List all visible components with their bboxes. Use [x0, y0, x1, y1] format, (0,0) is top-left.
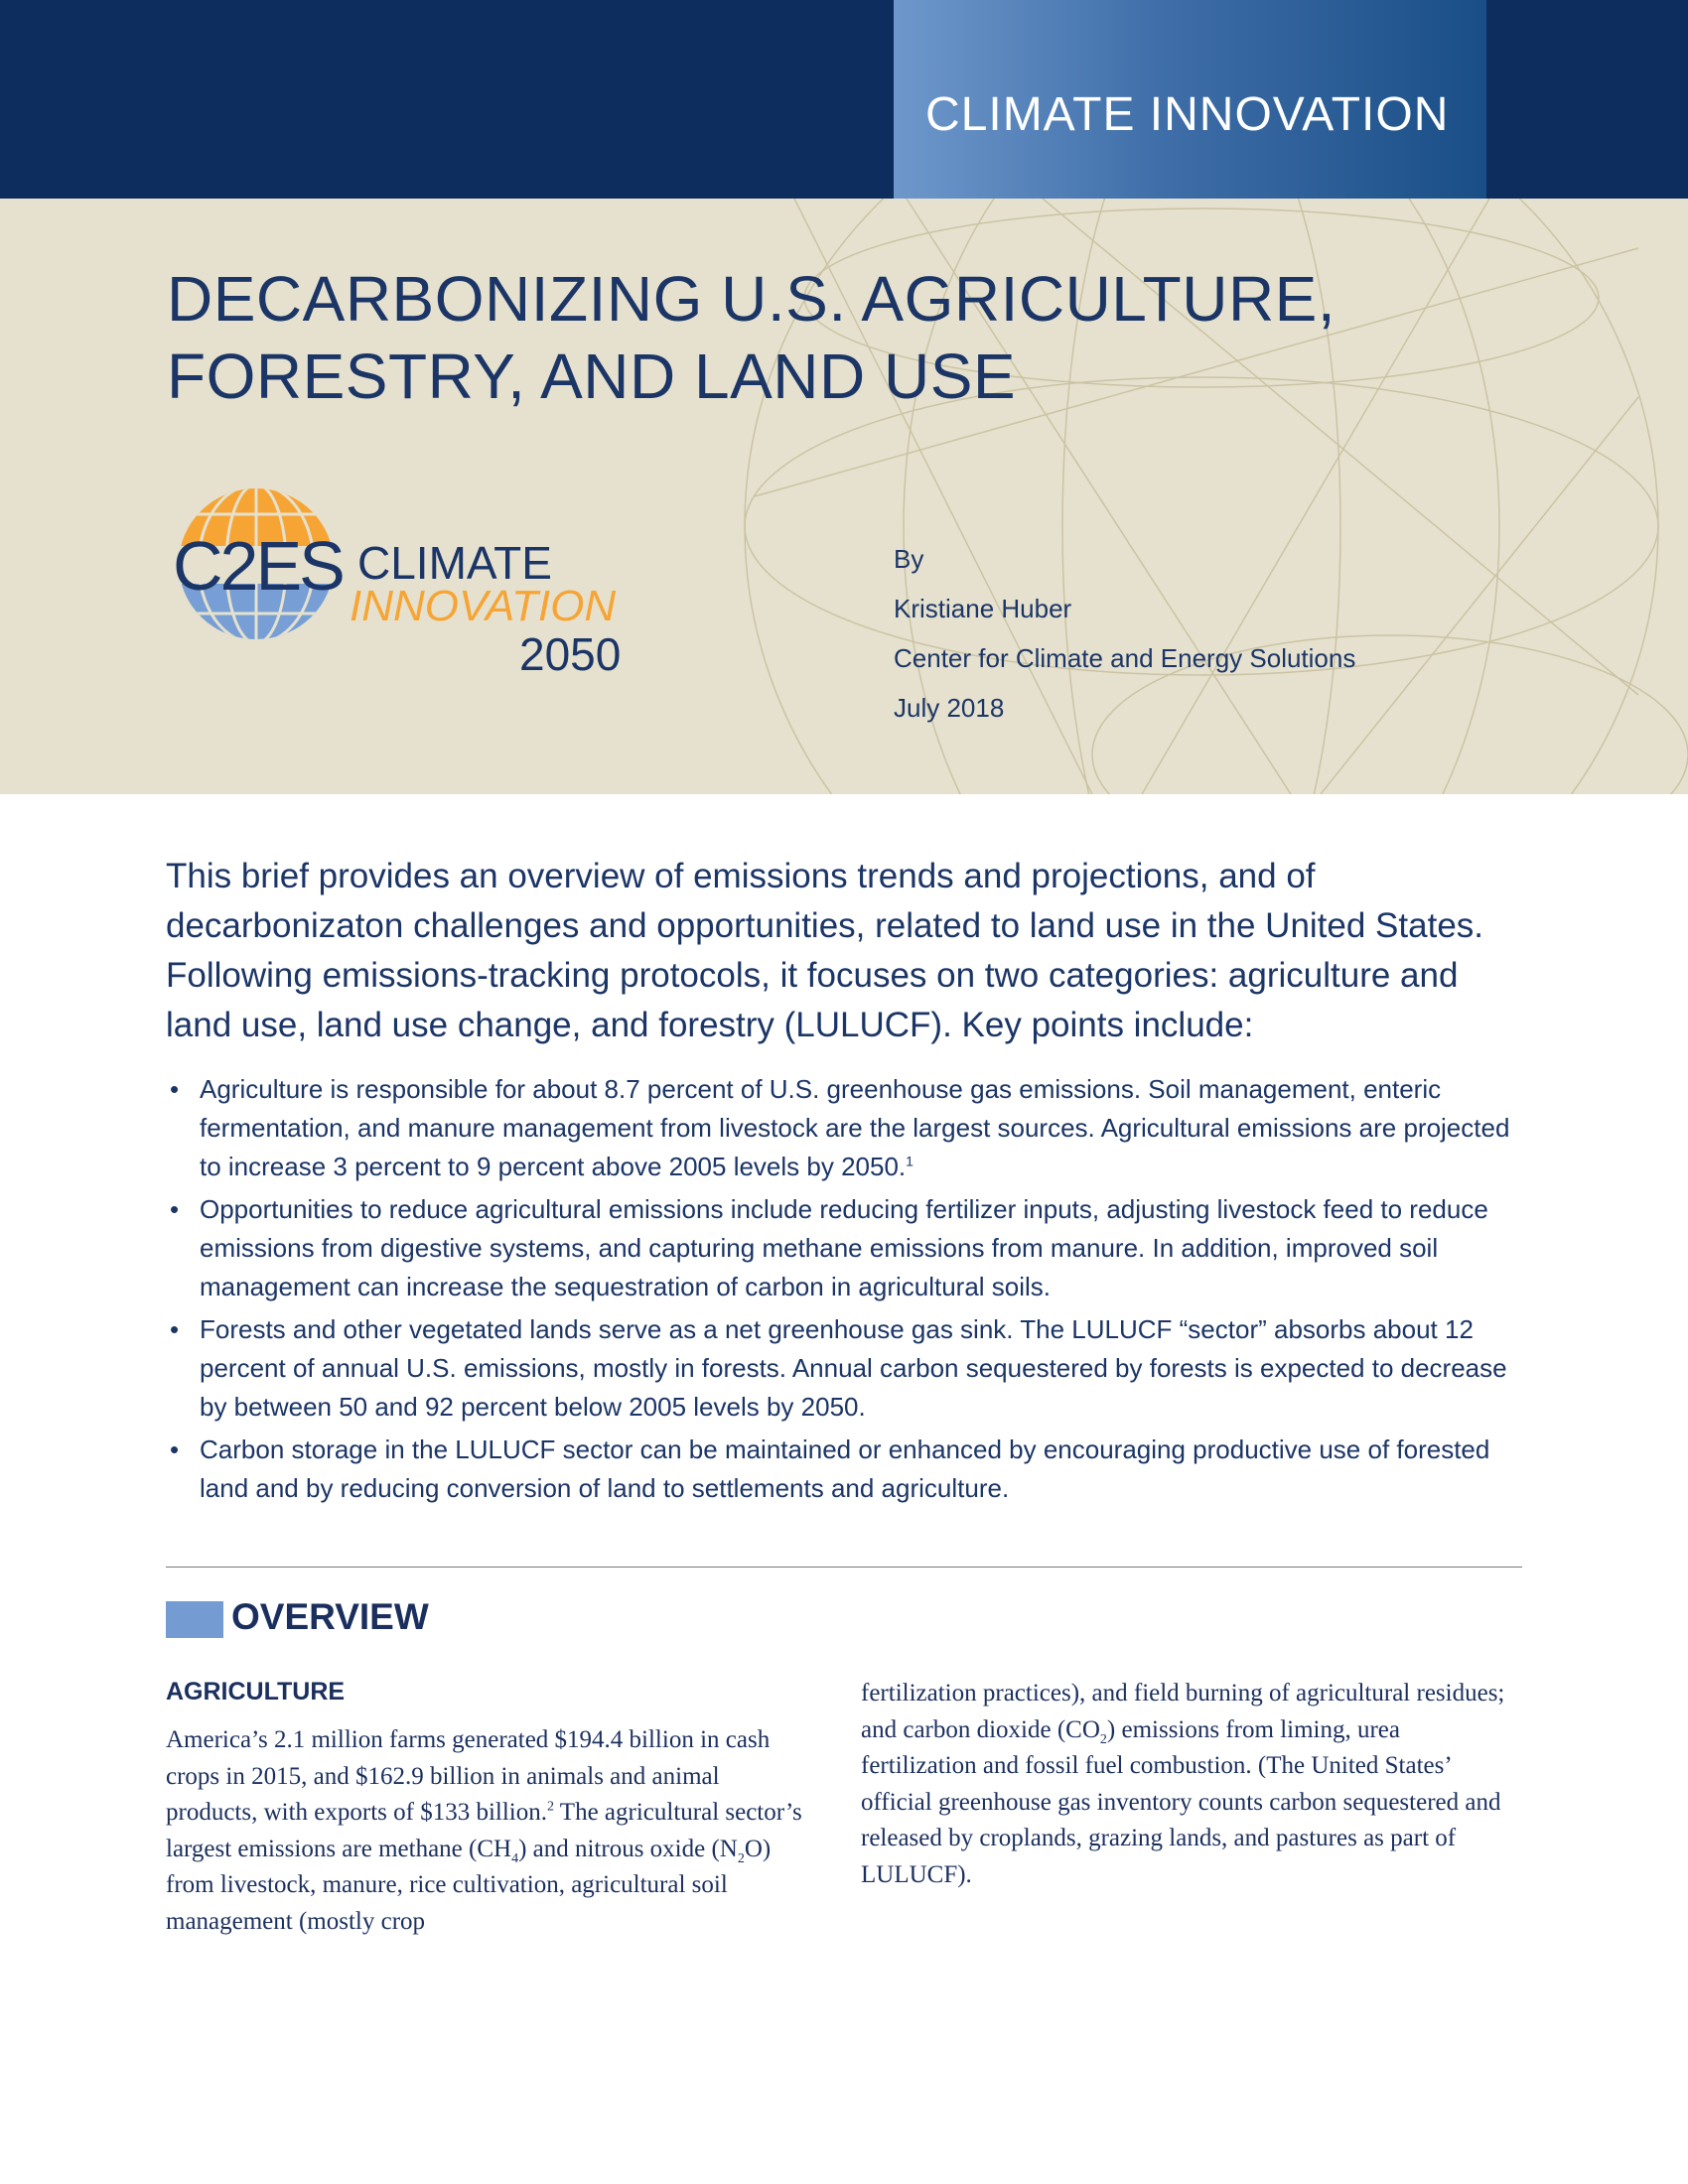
logo-word-innovation: INNOVATION	[350, 582, 617, 630]
byline-date: July 2018	[894, 693, 1005, 723]
key-points-list	[166, 1070, 1526, 1512]
logo-mark: C2ES	[173, 527, 343, 605]
footnote-ref[interactable]: 1	[906, 1153, 914, 1169]
text: The agricultural sector’s largest emissions are methane (CH	[166, 1799, 802, 1862]
section-marker	[166, 1601, 223, 1638]
body-column-left	[166, 1722, 811, 1940]
list-item: • Carbon storage in the LULUCF sector can be maintained or enhanced by encouraging productive use of forested land and by reducing conversion of land to settlements and agriculture.	[170, 1434, 1490, 1503]
subscript: 2	[737, 1850, 745, 1866]
page-title	[167, 260, 1336, 415]
text: fertilization practices), and field burning of agricultural residues; and carbon dioxide (CO	[861, 1680, 1505, 1743]
body-column-right	[861, 1676, 1516, 1893]
text: ) emissions from liming, urea fertilization and fossil fuel combustion. (The United States’ official greenhouse gas inventory counts carbon sequestered and released by croplands, grazing lands, and pastures as part of LULUCF).	[861, 1715, 1501, 1888]
byline-author: Kristiane Huber	[894, 594, 1072, 623]
bullet-text: Carbon storage in the LULUCF sector can be maintained or enhanced by encouraging productive use of forested land and by reducing conversion of land to settlements and agriculture.	[200, 1434, 1490, 1503]
subsection-heading: AGRICULTURE	[166, 1678, 346, 1706]
list-item: • Agriculture is responsible for about 8.7 percent of U.S. greenhouse gas emissions. Soil management, enteric fermentation, and manure management from livestock are the largest sources. Agricultural emissions are projected to increase 3 percent to 9 percent above 2005 levels by 2050.$^1$	[170, 1074, 1510, 1181]
title-line: FORESTRY, AND LAND USE	[167, 341, 1017, 412]
section-heading: OVERVIEW	[231, 1596, 429, 1637]
bullet-text: Agriculture is responsible for about 8.7 percent of U.S. greenhouse gas emissions. Soil management, enteric fermentation, and manure management from livestock are the largest sources. Agricultural emissions are projected to increase 3 percent to 9 percent above 2005 levels by 2050.	[200, 1074, 1510, 1181]
list-item: • Opportunities to reduce agricultural emissions include reducing fertilizer inputs, adjusting livestock feed to reduce emissions from digestive systems, and capturing methane emissions from manure. In addition, improved soil management can increase the sequestration of carbon in agricultural soils.	[170, 1194, 1488, 1301]
footnote-ref[interactable]: 2	[547, 1799, 554, 1815]
byline-by: By	[894, 544, 924, 574]
bullet-text: Forests and other vegetated lands serve as a net greenhouse gas sink. The LULUCF “sector” absorbs about 12 percent of annual U.S. emissions, mostly in forests. Annual carbon sequestered by forests is expected to decrease by between 50 and 92 percent below 2005 levels by 2050.	[200, 1314, 1507, 1422]
text: O) from livestock, manure, rice cultivation, agricultural soil management (mostly crop	[166, 1835, 772, 1935]
logo-word-climate: CLIMATE	[357, 537, 552, 589]
bullet-text: Opportunities to reduce agricultural emissions include reducing fertilizer inputs, adjusting livestock feed to reduce emissions from digestive systems, and capturing methane emissions from manure. In addition, improved soil management can increase the sequestration of carbon in agricultural soils.	[200, 1194, 1488, 1301]
byline-org: Center for Climate and Energy Solutions	[894, 643, 1356, 673]
logo-year: 2050	[519, 628, 622, 680]
byline	[894, 534, 1355, 733]
series-title: CLIMATE INNOVATION	[925, 88, 1450, 141]
c2es-logo	[173, 484, 633, 680]
subscript: 2	[1099, 1731, 1107, 1747]
intro-paragraph: This brief provides an overview of emissions trends and projections, and of decarbonizaton challenges and opportunities, related to land use in the United States. Following emissions-tracking protocols, it focuses on two categories: agriculture and land use, land use change, and forestry (LULUCF). Key points include:	[166, 857, 1484, 1044]
list-item: • Forests and other vegetated lands serve as a net greenhouse gas sink. The LULUCF “sector” absorbs about 12 percent of annual U.S. emissions, mostly in forests. Annual carbon sequestered by forests is expected to decrease by between 50 and 92 percent below 2005 levels by 2050.	[170, 1314, 1507, 1422]
title-line: DECARBONIZING U.S. AGRICULTURE,	[167, 263, 1336, 335]
subscript: 4	[511, 1850, 519, 1866]
section-divider	[166, 1567, 1522, 1568]
text: America’s 2.1 million farms generated $194.4 billion in cash crops in 2015, and $162.9 billion in animals and animal products, with exports of $133 billion.	[166, 1726, 771, 1826]
text: ) and nitrous oxide (N	[518, 1835, 738, 1862]
